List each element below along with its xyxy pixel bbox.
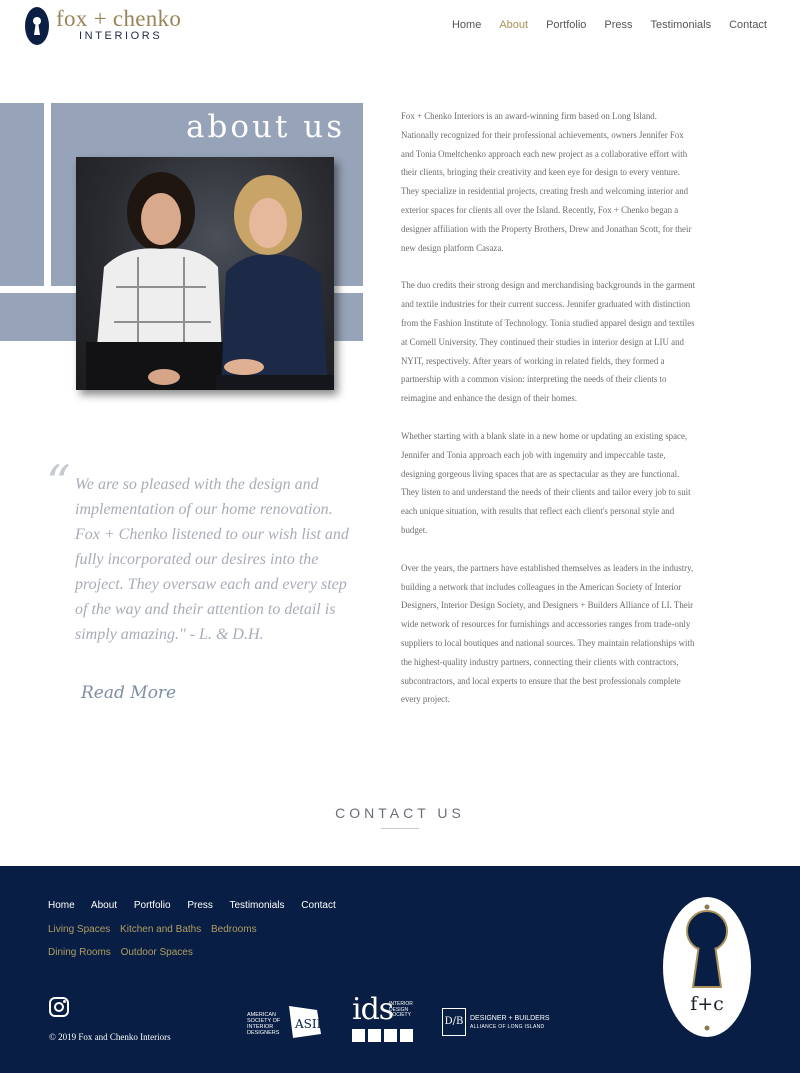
- footer-link-bedrooms[interactable]: Bedrooms: [211, 924, 257, 935]
- db-logo-mark: D/B: [442, 1008, 466, 1036]
- designers-builders-logo: [442, 1006, 562, 1038]
- ids-logo-letters: ids: [352, 992, 394, 1027]
- footer-nav-press[interactable]: Press: [187, 900, 213, 911]
- contact-us-heading[interactable]: CONTACT US: [335, 805, 465, 821]
- about-paragraph: Whether starting with a blank slate in a new home or updating an existing space, Jennifer and Tonia approach each job with ingenuity and impeccable taste, designing gorgeous living spaces that are as spectacular as they are functional. They listen to and understand the needs of their clients and tailor every job to suit each unique situation, with results that reflect each client's personal style and budget.: [401, 430, 691, 535]
- db-logo-name: DESIGNER + BUILDERS: [470, 1015, 550, 1022]
- nav-contact[interactable]: Contact: [729, 19, 767, 31]
- fc-seal-logo: [663, 897, 751, 1037]
- seal-monogram: f+c: [690, 993, 724, 1015]
- keyhole-seal-icon: [663, 897, 751, 1037]
- keyhole-logo-icon[interactable]: [25, 7, 49, 45]
- site-footer: [0, 866, 800, 1073]
- about-paragraph: Over the years, the partners have established themselves as leaders in the industry, building a network that includes colleagues in the American Society of Interior Designers, Interior Design Society, and Designers + Builders Alliance of LI. Their wide network of resources for furnishings and accessories ranges from trade-only suppliers to local boutiques and national sources. They maintain relationships with the highest-quality industry partners, connecting their clients with contractors, subcontractors, and local experts to ensure that the best professionals complete every project.: [401, 562, 695, 705]
- ids-square: [400, 1029, 413, 1042]
- asid-mark-label: ASID: [295, 1017, 327, 1031]
- read-more-link[interactable]: Read More: [81, 683, 177, 703]
- footer-link-living-spaces[interactable]: Living Spaces: [48, 924, 111, 935]
- ids-logo-text: INTERIOR DESIGN SOCIETY: [389, 1001, 413, 1018]
- decor-block-left: [0, 103, 44, 286]
- footer-link-outdoor-spaces[interactable]: Outdoor Spaces: [120, 947, 193, 958]
- about-body: [401, 107, 696, 728]
- footer-nav: [48, 900, 350, 911]
- footer-nav-about[interactable]: About: [90, 900, 118, 911]
- db-logo-sub: ALLIANCE OF LONG ISLAND: [470, 1023, 545, 1030]
- footer-link-dining-rooms[interactable]: Dining Rooms: [48, 947, 111, 958]
- footer-portfolio-links: [48, 924, 264, 935]
- footer-nav-contact[interactable]: Contact: [301, 900, 336, 911]
- ids-square: [384, 1029, 397, 1042]
- asid-mark-icon: [287, 1004, 327, 1040]
- footer-nav-portfolio[interactable]: Portfolio: [133, 900, 171, 911]
- about-paragraph: The duo credits their strong design and merchandising backgrounds in the garment and textile industries for their current success. Jennifer graduated with distinction from the Fashion Institute of Technology. Tonia studied apparel design and textiles at Cornell University. They continued their studies in interior design at LIU and NYIT, respectively. After years of working in related fields, they formed a partnership with a common vision: interpreting the needs of their clients to reimagine and enhance the design of their homes.: [401, 280, 696, 404]
- asid-logo: [247, 1004, 327, 1044]
- testimonial-quote: We are so pleased with the design and implementation of our home renovation. Fox + Chenko listened to our wish list and fully incorporated our desires into the project. They oversaw each and every step of the way and their attention to detail is simply amazing." - L. & D.H.: [75, 476, 349, 643]
- copyright: © 2019 Fox and Chenko Interiors: [49, 1032, 171, 1042]
- contact-divider: [381, 828, 419, 829]
- footer-nav-home[interactable]: Home: [48, 900, 75, 911]
- ids-logo: [352, 992, 418, 1044]
- asid-logo-text: AMERICAN SOCIETY OF INTERIOR DESIGNERS: [247, 1012, 281, 1036]
- owners-photo: [76, 157, 334, 390]
- main-nav: [434, 19, 767, 31]
- nav-testimonials[interactable]: Testimonials: [650, 19, 712, 31]
- footer-portfolio-links-2: [48, 947, 200, 958]
- nav-portfolio[interactable]: Portfolio: [546, 19, 587, 31]
- brand-subtitle: INTERIORS: [79, 30, 163, 42]
- nav-about[interactable]: About: [499, 19, 529, 31]
- ids-square: [368, 1029, 381, 1042]
- ids-squares: [352, 1029, 413, 1042]
- quote-mark-icon: “: [46, 455, 71, 511]
- owners-photo-illustration: [76, 157, 334, 390]
- brand-name[interactable]: fox + chenko: [56, 6, 182, 31]
- footer-link-kitchen-baths[interactable]: Kitchen and Baths: [120, 924, 202, 935]
- about-paragraph: Fox + Chenko Interiors is an award-winning firm based on Long Island. Nationally recognized for their professional achievements, owners Jennifer Fox and Tonia Omeltchenko approach each new project as a collaborative effort with their clients, bringing their creativity and keen eye for design to every venture. They specialize in residential projects, creating fresh and welcoming interior and exterior spaces for clients all over the Island. Recently, Fox + Chenko began a designer affiliation with the Property Brothers, Drew and Jonathan Scott, for their new design platform Casaza.: [401, 111, 692, 253]
- footer-nav-testimonials[interactable]: Testimonials: [229, 900, 285, 911]
- nav-home[interactable]: Home: [451, 19, 482, 31]
- ids-square: [352, 1029, 365, 1042]
- page-title: about us: [186, 109, 346, 145]
- nav-press[interactable]: Press: [604, 19, 633, 31]
- site-header: [0, 0, 800, 60]
- instagram-icon[interactable]: [49, 997, 69, 1017]
- db-logo-text: [470, 1015, 550, 1031]
